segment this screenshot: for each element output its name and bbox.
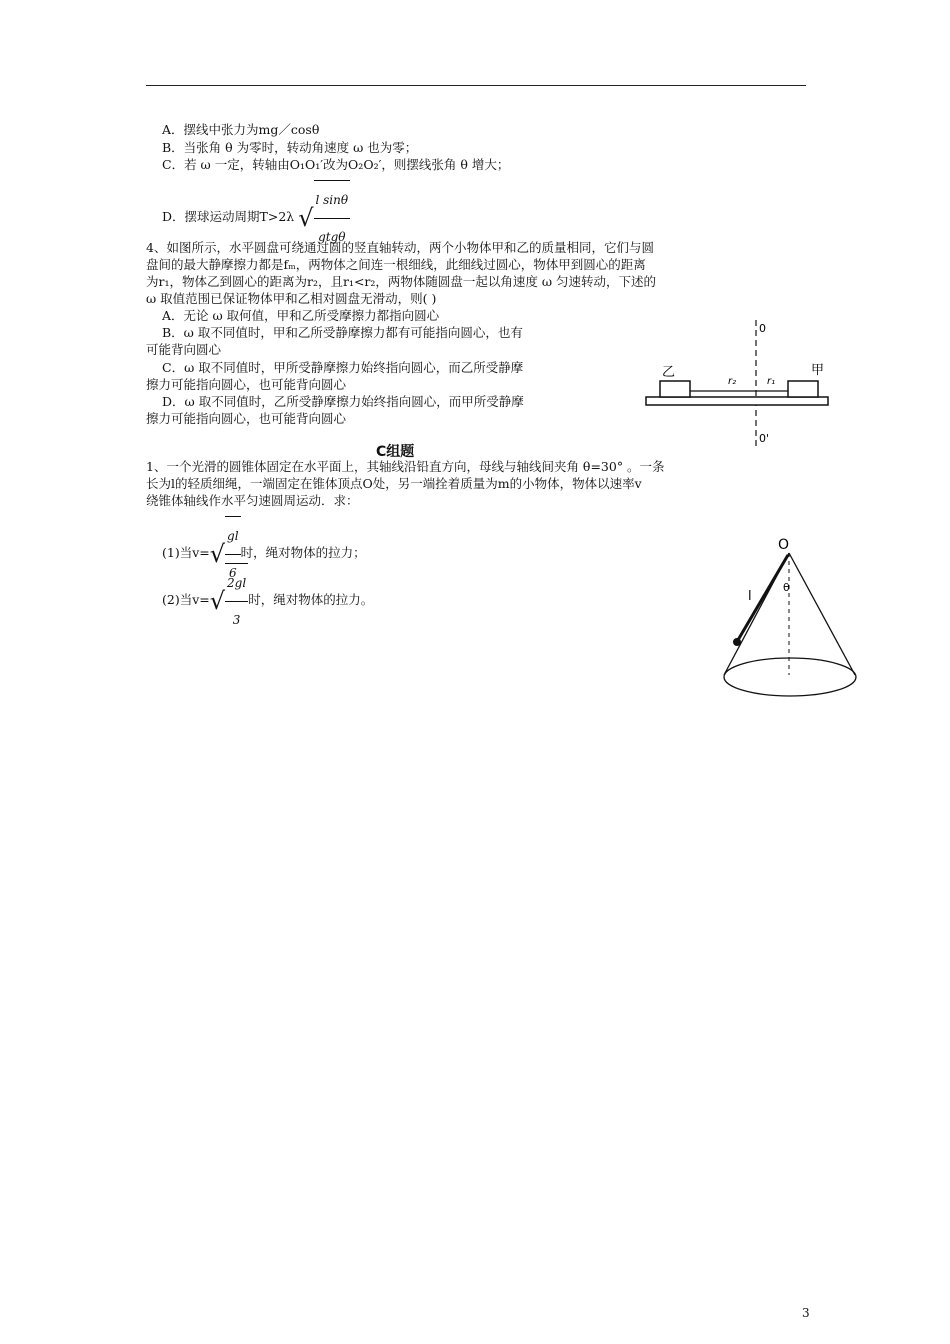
q3-option-d-text: D．摆球运动周期T>2λ xyxy=(162,209,295,224)
c1-part-1-suffix: 时，绳对物体的拉力； xyxy=(240,545,366,560)
rope xyxy=(738,555,788,640)
q3-option-b: B．当张角 θ 为零时，转动角速度 ω 也为零； xyxy=(162,140,418,155)
turntable-disk xyxy=(646,397,828,405)
angle-label: θ xyxy=(783,581,790,594)
cone-right-edge xyxy=(789,553,855,675)
c1-part-2 xyxy=(162,563,373,638)
v2-numerator: 2gl xyxy=(227,576,247,590)
q4-option-c-cont: 擦力可能指向圆心，也可能背向圆心 xyxy=(146,377,347,392)
q4-option-d: D．ω 取不同值时，乙所受静摩擦力始终指向圆心，而甲所受静摩 xyxy=(162,394,524,409)
v1-denominator: 6 xyxy=(225,554,241,591)
v2-denominator: 3 xyxy=(225,601,248,638)
header-rule xyxy=(146,85,806,86)
sqrt-icon: √ xyxy=(209,539,226,568)
small-object xyxy=(733,638,741,646)
cone-figure xyxy=(710,525,870,725)
c1-part-2-formula xyxy=(210,563,248,638)
c1-stem-line-2: 长为l的轻质细绳，一端固定在锥体顶点O处，另一端拴着质量为m的小物体，物体以速率v xyxy=(146,476,642,491)
q4-stem-line-3: 为r₁，物体乙到圆心的距离为r₂，且r₁<r₂，两物体随圆盘一起以角速度 ω 匀速转动，下述的 xyxy=(146,274,657,289)
label-r1: r₁ xyxy=(767,376,776,387)
q4-option-b-cont: 可能背向圆心 xyxy=(146,342,222,357)
q4-stem-line-2: 盘间的最大静摩擦力都是fₘ，两物体之间连一根细线，此细线过圆心，物体甲到圆心的距离 xyxy=(146,257,646,272)
period-denominator: gtgθ xyxy=(314,218,351,255)
c1-part-2-prefix: (2)当v= xyxy=(162,592,210,607)
c1-stem-line-1: 1、一个光滑的圆锥体固定在水平面上，其轴线沿铅直方向，母线与轴线间夹角 θ=30° 。一条 xyxy=(146,459,665,474)
period-numerator: l sinθ xyxy=(315,193,349,207)
apex-label: O xyxy=(778,537,790,553)
q3-option-a: A．摆线中张力为mg／cosθ xyxy=(162,122,320,137)
block-yi xyxy=(660,381,690,397)
q4-stem-line-1: 4、如图所示，水平圆盘可绕通过圆的竖直轴转动，两个小物体甲和乙的质量相同，它们与圆 xyxy=(146,240,654,255)
c1-part-2-suffix: 时，绳对物体的拉力。 xyxy=(248,592,374,607)
label-jia: 甲 xyxy=(811,363,825,378)
q4-stem-line-4: ω 取值范围已保证物体甲和乙相对圆盘无滑动，则( ) xyxy=(146,291,437,306)
q4-option-a: A．无论 ω 取何值，甲和乙所受摩擦力都指向圆心 xyxy=(162,308,440,323)
cone-base xyxy=(724,658,856,696)
section-c-heading: C组题 xyxy=(376,444,415,460)
block-jia xyxy=(788,381,818,397)
v1-numerator: gl xyxy=(227,529,239,543)
c1-part-1-prefix: (1)当v= xyxy=(162,545,210,560)
sqrt-icon: √ xyxy=(209,586,226,615)
q3-option-c: C．若 ω 一定，转轴由O₁O₁′改为O₂O₂′，则摆线张角 θ 增大； xyxy=(162,157,510,172)
axis-bottom-label: 0' xyxy=(759,432,770,445)
v2-fraction xyxy=(225,563,248,638)
q4-option-c: C．ω 取不同值时，甲所受静摩擦力始终指向圆心，而乙所受静摩 xyxy=(162,360,524,375)
c1-stem-line-3: 绕锥体轴线作水平匀速圆周运动．求： xyxy=(146,493,359,508)
q4-option-d-cont: 擦力可能指向圆心，也可能背向圆心 xyxy=(146,411,347,426)
axis-top-label: 0 xyxy=(759,322,766,335)
rope-length-label: l xyxy=(748,589,752,604)
label-r2: r₂ xyxy=(728,376,737,387)
q4-option-b: B．ω 取不同值时，甲和乙所受静摩擦力都有可能指向圆心，也有 xyxy=(162,325,523,340)
page-number: 3 xyxy=(802,1306,810,1320)
label-yi: 乙 xyxy=(662,365,676,380)
turntable-figure xyxy=(640,318,835,453)
sqrt-icon: √ xyxy=(298,203,314,232)
